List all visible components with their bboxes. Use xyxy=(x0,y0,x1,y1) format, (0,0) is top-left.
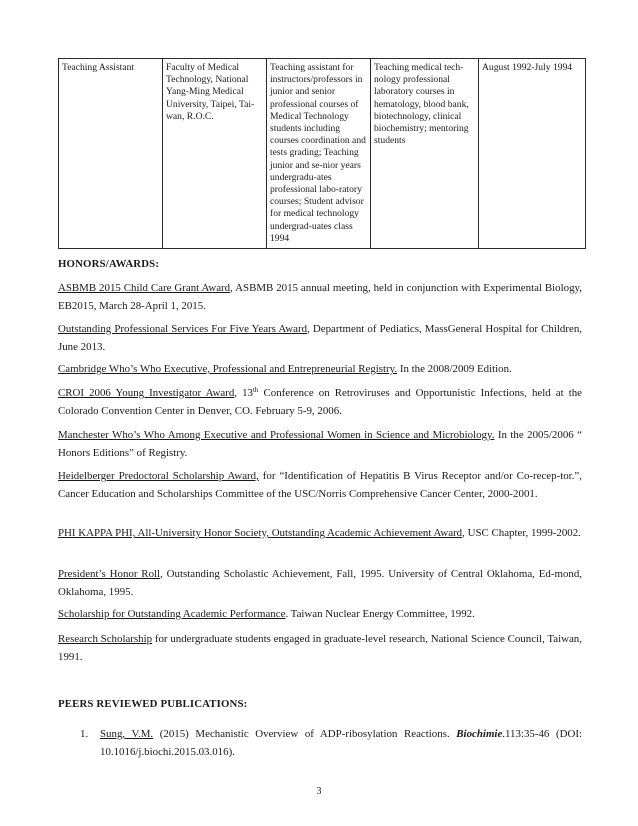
ordinal-suffix: th xyxy=(252,386,259,394)
award-detail: . Taiwan Nuclear Energy Committee, 1992. xyxy=(285,608,475,620)
position-cell: Teaching Assistant xyxy=(59,59,163,249)
award-detail: , USC Chapter, 1999-2002. xyxy=(462,527,581,539)
dates-cell: August 1992-July 1994 xyxy=(479,59,586,249)
award-detail-a: , 13 xyxy=(234,387,253,399)
award-detail: , Outstanding Scholastic Achievement, Fall, 1995. University of Central Oklahoma, Ed-mond, Oklahoma, 1995. xyxy=(58,568,582,598)
award-item xyxy=(58,361,582,379)
award-title: President’s Honor Roll xyxy=(58,568,161,580)
award-item xyxy=(58,606,582,624)
award-title: Scholarship for Outstanding Academic Performance xyxy=(58,608,286,620)
award-item xyxy=(58,427,582,462)
award-title: Cambridge Who’s Who Executive, Professional and Entrepreneurial Registry. xyxy=(58,363,398,375)
publications-heading: PEERS REVIEWED PUBLICATIONS: xyxy=(58,698,248,710)
award-item xyxy=(58,631,582,666)
honors-heading: HONORS/AWARDS: xyxy=(58,258,160,270)
responsibilities-cell: Teaching assistant for instructors/professors in junior and senior professional courses of Medical Technology students including courses coordination and tests grading; Teaching junior and se-nior years undergradu-ates professional labo-ratory courses; Student advisor for medical technology undergrad-uates class 1994 xyxy=(267,59,371,249)
award-detail: , ASBMB 2015 annual meeting, held in conjunction with Experimental Biology, EB2015, March 28-April 1, 2015. xyxy=(58,282,582,312)
publication-detail: .113:35-46 (DOI: 10.1016/j.biochi.2015.03.016). xyxy=(100,728,583,758)
award-detail: , Department of Pediatics, MassGeneral Hospital for Children, June 2013. xyxy=(58,323,582,353)
award-item xyxy=(58,280,582,315)
publication-author: Sung, V.M. xyxy=(100,728,154,740)
publication-citation xyxy=(100,726,582,761)
publication-item xyxy=(58,726,582,761)
award-detail-b: Conference on Retroviruses and Opportunistic Infections, held at the Colorado Convention Center in Denver, CO. February 5-9, 2006. xyxy=(58,387,582,417)
award-title: Heidelberger Predoctoral Scholarship Award, xyxy=(58,470,259,482)
award-detail: for “Identification of Hepatitis B Virus Receptor and/or Co-recep-tor.”, Cancer Education and Scholarships Committee of the USC/Norris Comprehensive Cancer Center, 2000-2001. xyxy=(58,470,582,500)
award-title: PHI KAPPA PHI, All-University Honor Society, Outstanding Academic Achievement Award xyxy=(58,527,463,539)
institution-cell: Faculty of Medical Technology, National Yang-Ming Medical University, Taipei, Tai-wan, R.O.C. xyxy=(163,59,267,249)
duties-cell: Teaching medical tech-nology professional laboratory courses in hematology, blood bank, biotechnology, clinical biochemistry; mentoring students xyxy=(371,59,479,249)
award-detail: for undergraduate students engaged in graduate-level research, National Science Council, Taiwan, 1991. xyxy=(58,633,582,663)
employment-table xyxy=(58,58,586,249)
page-number: 3 xyxy=(316,786,322,797)
award-title: CROI 2006 Young Investigator Award xyxy=(58,387,235,399)
award-detail: In the 2005/2006 “ Honors Editions” of Registry. xyxy=(58,429,582,459)
award-item xyxy=(58,385,582,420)
award-title: Research Scholarship xyxy=(58,633,153,645)
publication-text: (2015) Mechanistic Overview of ADP-ribosylation Reactions. xyxy=(153,728,457,740)
table-row xyxy=(59,59,586,249)
award-item xyxy=(58,321,582,356)
award-title: Manchester Who’s Who Among Executive and Professional Women in Science and Microbiology. xyxy=(58,429,495,441)
publication-journal: Biochimie xyxy=(456,728,503,740)
publication-number: 1. xyxy=(80,728,89,740)
award-title: ASBMB 2015 Child Care Grant Award xyxy=(58,282,231,294)
award-item xyxy=(58,525,582,543)
award-item xyxy=(58,468,582,503)
award-item xyxy=(58,566,582,601)
award-detail: In the 2008/2009 Edition. xyxy=(397,363,512,375)
award-title: Outstanding Professional Services For Five Years Award xyxy=(58,323,308,335)
